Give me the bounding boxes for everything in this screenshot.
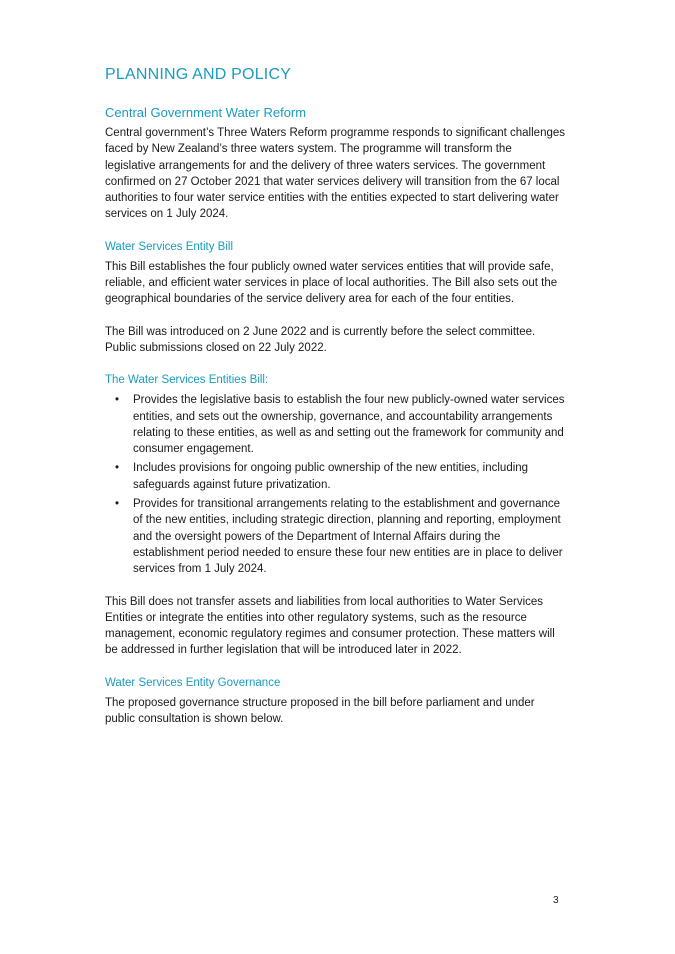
section-heading-water-services-entities-bill: The Water Services Entities Bill: — [105, 374, 269, 387]
paragraph-bill-does-not-transfer: This Bill does not transfer assets and liabilities from local authorities to Water Services Entities or integrate the entities into other regulatory systems, such as the resource management, economic regulatory regimes and consumer protection. These matters will be addressed in further legislation that will be introduced later in 2022. — [105, 595, 555, 657]
section-heading-water-services-entity-bill: Water Services Entity Bill — [105, 240, 234, 253]
paragraph-bill-introduced: The Bill was introduced on 2 June 2022 and is currently before the select committee. Public submissions closed on 22 July 2022. — [105, 325, 536, 354]
list-item-text: Provides for transitional arrangements relating to the establishment and governance of the new entities, including strategic direction, planning and reporting, employment and the oversight powers of the Department of Internal Affairs during the establishment period needed to ensure these four new entities are in place to deliver services from 1 July 2024. — [133, 498, 563, 576]
list-item-text: Includes provisions for ongoing public ownership of the new entities, including safeguards against future privatization. — [133, 462, 529, 491]
bullet-icon: • — [115, 394, 120, 407]
page-title: PLANNING AND POLICY — [105, 66, 292, 83]
paragraph-bill-establishes: This Bill establishes the four publicly owned water services entities that will provide safe, reliable, and efficient water services in place of local authorities. The Bill also sets out the geographical boundaries of the service delivery area for each of the four entities. — [105, 260, 558, 306]
bill-provisions-list — [105, 392, 565, 577]
list-item — [105, 496, 565, 577]
paragraph-governance-structure: The proposed governance structure proposed in the bill before parliament and under public consultation is shown below. — [105, 696, 535, 726]
bullet-icon: • — [115, 462, 120, 475]
list-item-text: Provides the legislative basis to establish the four new publicly-owned water services entities, and sets out the ownership, governance, and accountability arrangements relating to these entities, as well as and setting out the framework for community and consumer engagement. — [133, 394, 565, 456]
section-heading-water-services-entity-governance: Water Services Entity Governance — [105, 676, 281, 689]
document-page — [105, 64, 565, 727]
list-item — [105, 392, 565, 457]
list-item — [105, 460, 565, 493]
section-heading-central-government-water-reform: Central Government Water Reform — [105, 105, 307, 120]
bullet-icon: • — [115, 498, 120, 511]
page-number: 3 — [553, 895, 559, 906]
paragraph-water-reform: Central government’s Three Waters Reform programme responds to significant challenges faced by New Zealand’s three waters system. The programme will transform the legislative arrangements for and the delivery of three waters services. The government confirmed on 27 October 2021 that water services delivery will transition from the 67 local authorities to four water service entities with the entities expected to start delivering water services on 1 July 2024. — [105, 127, 565, 221]
